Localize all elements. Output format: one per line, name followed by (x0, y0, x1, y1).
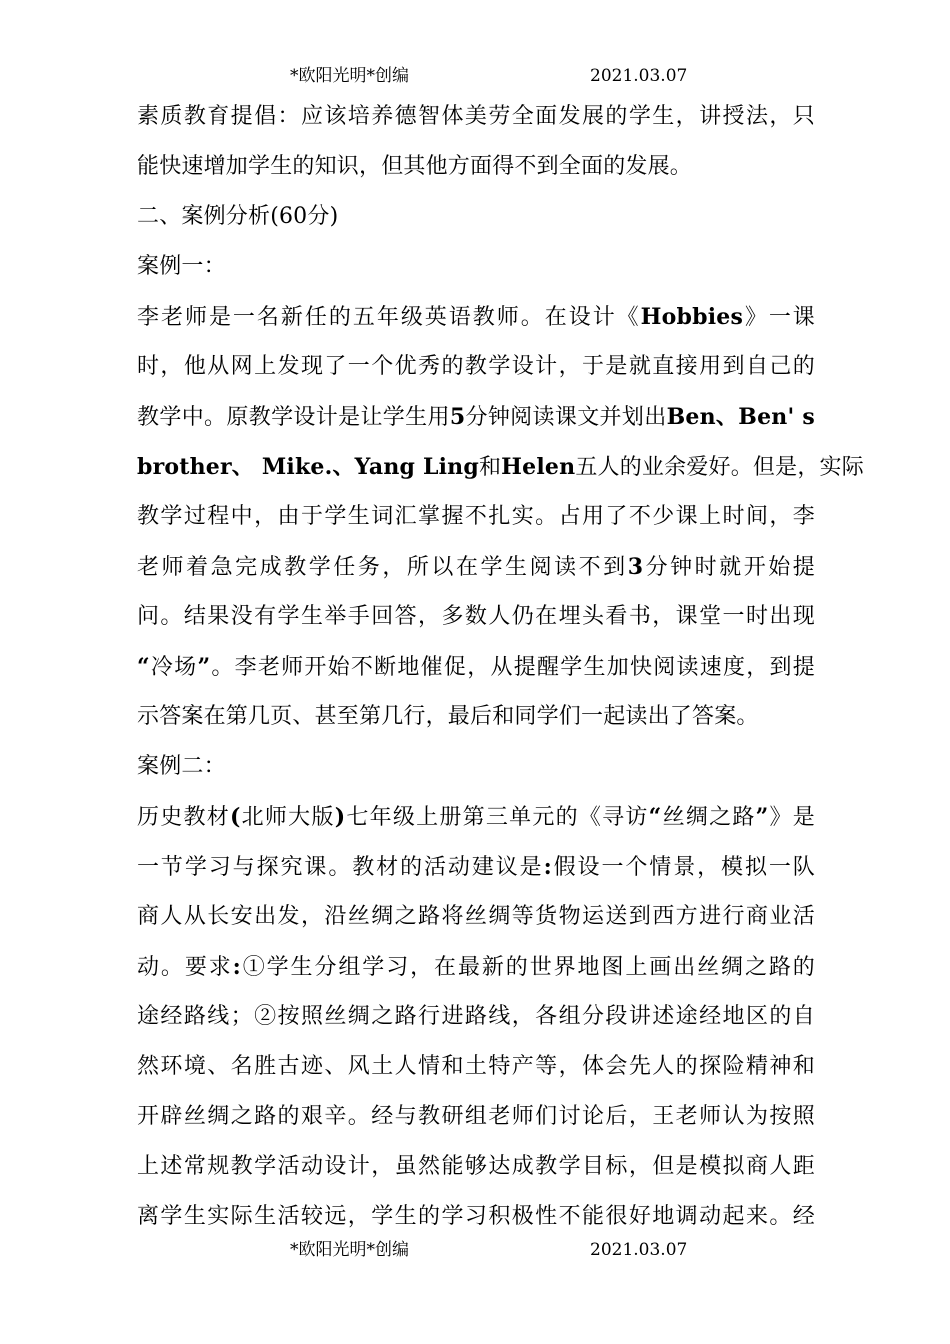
paragraph-line: 商人从长安出发，沿丝绸之路将丝绸等货物运送到西方进行商业活 (137, 904, 815, 929)
text-run-bold: : (543, 854, 552, 880)
paragraph-line: 时，他从网上发现了一个优秀的教学设计，于是就直接用到自己的 (137, 354, 815, 379)
text-run: 北师大版 (240, 805, 335, 830)
text-run-bold: Hobbies (640, 304, 744, 330)
footer-author: *欧阳光明*创编 (290, 1240, 409, 1260)
document-body (137, 92, 864, 1242)
text-run-bold: ) (334, 804, 346, 830)
text-run-bold: “ (137, 654, 150, 680)
paragraph-line: 能快速增加学生的知识，但其他方面得不到全面的发展。 (137, 154, 693, 179)
case1-title: 案例一： (137, 254, 226, 279)
text-run: 》是 (768, 805, 815, 830)
paragraph-line (137, 942, 815, 992)
paragraph-line (137, 642, 815, 692)
text-run: 一节学习与探究课。教材的活动建议是 (137, 855, 544, 880)
text-run: 假设一个情景，模拟一队 (551, 855, 816, 880)
text-run: 动。要求 (137, 955, 233, 980)
page-footer (0, 1238, 950, 1262)
paragraph-line: 开辟丝绸之路的艰辛。经与教研组老师们讨论后，王老师认为按照 (137, 1104, 815, 1129)
text-run-bold: Helen (501, 454, 576, 480)
paragraph-line: 素质教育提倡：应该培养德智体美劳全面发展的学生，讲授法，只 (137, 104, 815, 129)
text-run: 分钟时就开始提 (643, 555, 815, 580)
header-author: *欧阳光明*创编 (290, 66, 409, 86)
text-run-bold: ” (197, 654, 211, 680)
paragraph-line: 上述常规教学活动设计，虽然能够达成教学目标，但是模拟商人距 (137, 1154, 815, 1179)
paragraph-line (137, 292, 815, 342)
text-run: 和 (478, 455, 502, 480)
text-run: 七年级上册第三单元的《寻访 (345, 805, 649, 830)
header-date: 2021.03.07 (590, 66, 688, 86)
text-run-bold: “ (648, 804, 662, 830)
paragraph-line (137, 842, 815, 892)
text-run: ①学生分组学习，在最新的世界地图上画出丝绸之路的 (241, 955, 815, 980)
paragraph-line: 途经路线；②按照丝绸之路行进路线，各组分段讲述途经地区的自 (137, 1004, 815, 1029)
paragraph-line (137, 442, 864, 492)
paragraph-line: 然环境、名胜古迹、风土人情和土特产等，体会先人的探险精神和 (137, 1054, 815, 1079)
case2-title: 案例二： (137, 754, 226, 779)
text-run-bold: ( (230, 804, 241, 830)
text-run-bold: 3 (627, 554, 644, 580)
text-run: 老师着急完成教学任务，所以在学生阅读不到 (137, 555, 628, 580)
text-run-bold: : (232, 954, 241, 980)
text-run: 》一课 (743, 305, 815, 330)
footer-date: 2021.03.07 (590, 1240, 688, 1260)
text-run-bold: Ben、Ben' s (666, 404, 815, 430)
paragraph-line: 教学过程中，由于学生词汇掌握不扎实。占用了不少课上时间，李 (137, 504, 815, 529)
paragraph-line (137, 792, 815, 842)
paragraph-line: 示答案在第几页、甚至第几行，最后和同学们一起读出了答案。 (137, 704, 759, 729)
text-run: 分钟阅读课文并划出 (465, 405, 667, 430)
paragraph-line (137, 392, 815, 442)
text-run: 。李老师开始不断地催促，从提醒学生加快阅读速度，到提 (210, 655, 815, 680)
text-run-bold: ” (755, 804, 769, 830)
text-run: 李老师是一名新任的五年级英语教师。在设计《 (137, 305, 641, 330)
text-run: 五人的业余爱好。但是，实际 (575, 455, 864, 480)
text-run: 教学中。原教学设计是让学生用 (137, 405, 450, 430)
text-run: 历史教材 (137, 805, 231, 830)
text-run: 冷场 (149, 655, 198, 680)
paragraph-line: 问。结果没有学生举手回答，多数人仍在埋头看书，课堂一时出现 (137, 604, 815, 629)
paragraph-line: 离学生实际生活较远，学生的学习积极性不能很好地调动起来。经 (137, 1204, 815, 1229)
text-run: 丝绸之路 (661, 805, 756, 830)
section-title (137, 192, 815, 242)
paragraph-line (137, 542, 815, 592)
text-run-bold: 5 (449, 404, 466, 430)
section-title-text: 二、案例分析(60分) (137, 204, 339, 229)
page-header (0, 64, 950, 88)
text-run-bold: brother、 Mike.、Yang Ling (137, 454, 479, 480)
